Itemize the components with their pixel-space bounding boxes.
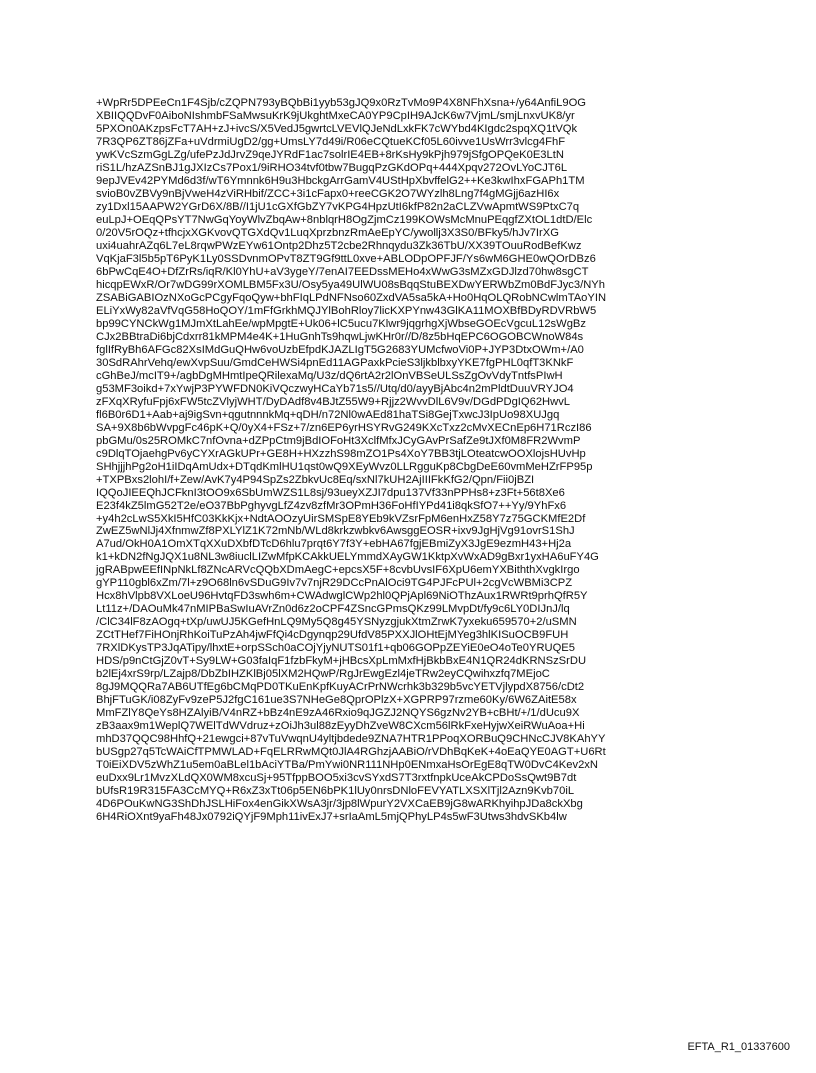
text-line: 6H4RiOXnt9yaFh48Jx0792iQYjF9Mph11ivExJ7+srIaAmL5mjQPhyLP4s5wF3Utws3hdvSKb4lw: [96, 811, 567, 824]
text-line: ZSABiGABIOzNXoGcPCgyFqoQyw+bhFIqLPdNFNso60ZxdVA5sa5kA+Ho0HqOLQRobNCwlmTAoYIN: [96, 291, 607, 304]
text-line: k1+kDN2fNgJQX1u8NL3w8iuclLIZwMfpKCAkkUELYmmdXAyGW1KktpXvWxAD9gBxr1yxHA6uFY4G: [96, 551, 599, 564]
text-line: E23f4kZ5lmG52T2e/eO37BbPghyvgLfZ4zv8zfMr3OPmH36FoHfIYPd41i8qkSfO7++Yy/9YhFx6: [96, 499, 567, 512]
text-line: fglIfRyBh6AFGc82XsIMdGuQHw6voUzbEfpdKJAZLIgT5G2683YUMcfwoVi0P+JYP3DtxOWm+/A0: [96, 343, 584, 356]
text-line: +y4h2cLwS5XkI5HfC03KkKjx+NdtAOOzyUirSMSpE8YEb9kVZsrFpM6enHxZ58Y7z75GCKMfE2Df: [96, 512, 586, 525]
text-line: bUSgp27q5TcWAiCfTPMWLAD+FqELRRwMQt0JlA4RGhzjAABiO/rVDhBqKeK+4oEaQYE0AGT+U6Rt: [96, 746, 606, 759]
text-line: 30SdRAhrVehq/ewXvpSuu/GmdCeHWSi4pnEd11AGPaxkPcieS3ljkblbxyYKE7fgPHL0qfT3KNkF: [96, 356, 574, 369]
text-line: gYP110gbl6xZm/7l+z9O68ln6vSDuG9Iv7v7njR29DCcPnAlOci9TG4PJFcPUl+2cgVcWBMi3CPZ: [96, 577, 573, 590]
text-line: svioB0vZBVy9nBjVweH4zViRHbif/ZCC+3i1cFapx0+reeCGK2O7WYzlh8Lng7f4gMGjj6azHI6x: [96, 187, 560, 200]
text-line: hicqpEWxR/Or7wDG99rXOMLBM5Fx3U/Osy5ya49UlWU08sBqqStuBEXDwYERWbZm0BdFJyc3/NYh: [96, 278, 605, 291]
text-line: XBIIQQDvF0AiboNIshmbFSaMwsuKrK9jUkghtMxeCA0YP9CpIH9AJcK6w7VjmL/smjLnxvUK8/yr: [96, 109, 575, 122]
text-line: BhjFTuGK/i08ZyFv9zeP5J2fgC161ue3S7NHeGe8QprOPlzX+XGPRP97rzme60Ky/6W6ZAitE58x: [96, 694, 577, 707]
encoded-text-block: [96, 97, 726, 824]
text-line: 7R3QP6ZT86jZFa+uVdrmiUgD2/gg+UmsLY7d49i/R06eCQtueKCf05L60ivve1UsWrr3vlcg4FhF: [96, 135, 566, 148]
text-line: euLpJ+OEqQPsYT7NwGqYoyWlvZbqAw+8nblqrH8OgZjmCz199KOWsMcMnuPEqgfZXtOL1dtD/Elc: [96, 213, 593, 226]
text-line: IQQoJIEEQhJCFknI3tOO9x6SbUmWZS1L8sj/93ueyXZJI7dpu137Vf33nPPHs8+z3Ft+56t8Xe6: [96, 486, 565, 499]
text-line: bUfsR19R315FA3CcMYQ+R6xZ3xTt06p5EN6bPK1lUy0nrsDNloFEVYATLXSXlTjl2Azn9Kvb70iL: [96, 785, 575, 798]
text-line: ywKVcSzmGgLZg/ufePzJdJrvZ9qeJYRdF1ac7solrIE4EB+8rKsHy9kPjh979jSfgOPQeK0E3LtN: [96, 148, 564, 161]
text-line: ZCtTHef7FiHOnjRhKoiTuPzAh4jwFfQi4cDgynqp29UfdV85PXXJlOHtEjMYeg3hlKISuOCB9FUH: [96, 629, 569, 642]
text-line: SA+9X8b6bWvpgFc46pK+Q/0yX4+FSz+7/zn6EP6yrHSYRvG249KXcTxz2cMvXECnEp6H71RczI86: [96, 421, 592, 434]
text-line: MmFZlY8QeYs8HZAlyiB/V4nRZ+bBz4nE9zA46Rxio9qJGZJ2NQYS6gzNv2YB+cBHt/+/1/dUcu9X: [96, 707, 580, 720]
text-line: jgRABpwEEfINpNkLf8ZNcARVcQQbXDmAegC+epcsX5F+8cvbUvsIF6XpU6emYXBiththXvgkIrgo: [96, 564, 580, 577]
text-line: g53MF3oikd+7xYwjP3PYWFDN0KiVQczwyHCaYb71s5//Utq/d0/ayyBjAbc4n2mPldtDuuVRYJO4: [96, 382, 574, 395]
text-line: 7RXlDKysTP3JqATipy/lhxtE+orpSSch0aCOjYjyNUTS01f1+qb06GOPpZEYiE0eO4oTe0YRUQE5: [96, 642, 575, 655]
text-line: /ClC34lF8zAOgq+tXp/uwUJ5KGefHnLQ9My5Q8g45YSNyzgjukXtmZrwK7yxeku659570+2/uSMN: [96, 616, 577, 629]
text-line: 9epJVEv42PYMd6d3f/wT6Ymnnk6H9u3HbckgArrGamV4UStHpXbvffelG2++Ke3kwIhxFGAPh1TM: [96, 174, 585, 187]
text-line: Lt11z+/DAOuMk47nMIPBaSwIuAVrZn0d6z2oCPF4ZSncGPmsQKz99LMvpDt/fy9c6LY0DIJnJ/lq: [96, 603, 570, 616]
text-line: 6bPwCqE4O+DfZrRs/iqR/Kl0YhU+aV3ygeY/7enAI7EEDssMEHo4xWwG3sMZxGDJlzd70hw8sgCT: [96, 265, 589, 278]
text-line: cGhBeJ/mcIT9+/agbDgMHmtIpeQRilexaMq/U3z/dQ6rtA2r2lOnVBSeULSsZgOvVdyTntfsPIwH: [96, 369, 563, 382]
text-line: CJx2BBtraDi6bjCdxrr81kMPM4e4K+1HuGnhTs9hqwLjwKHr0r//D/8z5bHqEPC6OGOBCWnoW84s: [96, 330, 584, 343]
text-line: Hcx8hVlpb8VXLoeU96HvtqFD3swh6m+CWAdwglCWp2hl0QPjApl69NiOThzAux1RWRt9prhQfR5Y: [96, 590, 588, 603]
text-line: 8gJ9MQQRa7AB6UTfEg6bCMqPD0TKuEnKpfKuyACrPrNWcrhk3b329b5vcYETVjlypdX8756/cDt2: [96, 681, 585, 694]
text-line: T0iEiXDV5zWhZ1u5em0aBLel1bAciYTBa/PmYwi0NR111NHp0ENmxaHsOrEgE8qTW0DvC4Kev2xN: [96, 759, 598, 772]
text-line: A7ud/OkH0A1OmXTqXXuDXbfDTcD6hlu7prqt6Y7f3Y+ebHA67fgjEBmiZyX3JgE9ezmH43+Hj2a: [96, 538, 572, 551]
text-line: riS1L/hzAZSnBJ1gJXIzCs7Pox1/9iRHO34tvf0tbw7BugqPzGKdOPq+444Xpqv272OvLYoCJT6L: [96, 161, 568, 174]
text-line: fl6B0r6D1+Aab+aj9igSvn+qgutnnnkMq+qDH/n72Nl0wAEd81haTSi8GejTxwcJ3IpUo98XUJgq: [96, 408, 560, 421]
text-line: pbGMu/0s25ROMkC7nfOvna+dZPpCtm9jBdIOFoHt3XclfMfxJCyGAvPrSafZe9tJXf0M8FR2WvmP: [96, 434, 581, 447]
text-line: mhD37QQC98HhfQ+21ewgci+87vTuVwqnU4yltjbdede9ZNA7HTR1PPoqXORBuQ9CHNcCJV8KAhYY: [96, 733, 606, 746]
bates-number: EFTA_R1_01337600: [687, 1041, 790, 1053]
text-line: 4D6POuKwNG3ShDhJSLHiFox4enGikXWsA3jr/3jp8lWpurY2VXCaEB9jG8wARKhyihpJDa8ckXbg: [96, 798, 583, 811]
text-line: bp99CYNCkWg1MJmXtLahEe/wpMpgtE+Uk06+lC5ucu7Klwr9jqgrhgXjWbseGOEcVgcuL12sWgBz: [96, 317, 586, 330]
text-line: euDxx9Lr1MvzXLdQX0WM8xcuSj+95TfppBOO5xi3cvSYxdS7T3rxtfnpkUceAkCPDoSsQwt9B7dt: [96, 772, 577, 785]
text-line: zFXqXRyfuFpj6xFW5tcZVlyjWHT/DyDAdf8v4BJtZ55W9+Rjjz2WvvDlL6V9v/DGdPDgIQ62HwvL: [96, 395, 571, 408]
text-line: +WpRr5DPEeCn1F4Sjb/cZQPN793yBQbBi1yyb53gJQ9x0RzTvMo9P4X8NFhXsna+/y64AnfiL9OG: [96, 97, 586, 109]
text-line: ZwEZ5wNlJj4XfnmwZf8PXLYlZ1K72mNb/WLd8krkzwbkv6AwsggEOSR+ixv9JgHjVg91ovrS1ShJ: [96, 525, 575, 538]
text-line: VqKjaF3l5b5pT6PyK1Ly0SSDvnmOPvT8ZT9Gf9ttL0xve+ABLODpOPFJF/Ys6wM6GHE0wQOrDBz6: [96, 252, 596, 265]
text-line: zy1Dxl15AAPW2YGrD6X/8B//I1jU1cGXfGbZY7vKPG4HpzUtI6kfP82n2aCLZVwApmtWS9PtxC7q: [96, 200, 580, 213]
text-line: HDS/p9nCtGjZ0vT+Sy9LW+G03faIqF1fzbFkyM+jHBcsXpLmMxfHjBkbBxE4N1QR24dKRNSzSrDU: [96, 655, 587, 668]
text-line: 5PXOn0AKzpsFcT7AH+zJ+ivcS/X5VedJ5gwrtcLVEVlQJeNdLxkFK7cWYbd4KIgdc2spqXQ1tVQk: [96, 122, 578, 135]
text-line: c9DlqTOjaehgPv6yCYXrAGkUPr+GE8H+HXzzhS98mZO1Ps4XoY7BB3tjLOteatcwOOXlojsHUvHp: [96, 447, 586, 460]
text-line: +TXPBxs2lohI/f+Zew/AvK7y4P94SpZs2ZbkvUc8Eq/sxNl7kUH2AjIIIFkKfG2/Qpn/Fii0jBZI: [96, 473, 535, 486]
text-line: 0/20V5rOQz+tfhcjxXGKvovQTGXdQv1LuqXprzbnzRmAeEpYC/ywollj3X3S0/BFky5/hJv7IrXG: [96, 226, 559, 239]
text-line: ELiYxWy82aVfVqG58HoQOY/1mFfGrkhMQJYlBohRloy7licKXPYnw43GlKA11MOXBfBDyRDVRbW5: [96, 304, 597, 317]
text-line: zB3aax9m1WeplQ7WElTdWVdruz+zOiJh3ul88zEyyDhZveW8CXcm56lRkFxeHyjwXeiRWuAoa+Hi: [96, 720, 585, 733]
text-line: b2lEj4xrS9rp/LZajp8/DbZbIHZKlBj05lXM2HQwP/RgJrEwgEzl4jeTRw2eyCQwihxzfq7MEjoC: [96, 668, 550, 681]
text-line: uxi4uahrAZq6L7eL8rqwPWzEYw61Ontp2Dhz5T2cbe2Rhnqydu3Zk36TbU/XX39TOuuRodBefKwz: [96, 239, 582, 252]
text-line: SHhjjjhPg2oH1iIDqAmUdx+DTqdKmlHU1qst0wQ9XEyWvz0LLRgguKp8CbgDeE60vmMeHZrFP95p: [96, 460, 593, 473]
